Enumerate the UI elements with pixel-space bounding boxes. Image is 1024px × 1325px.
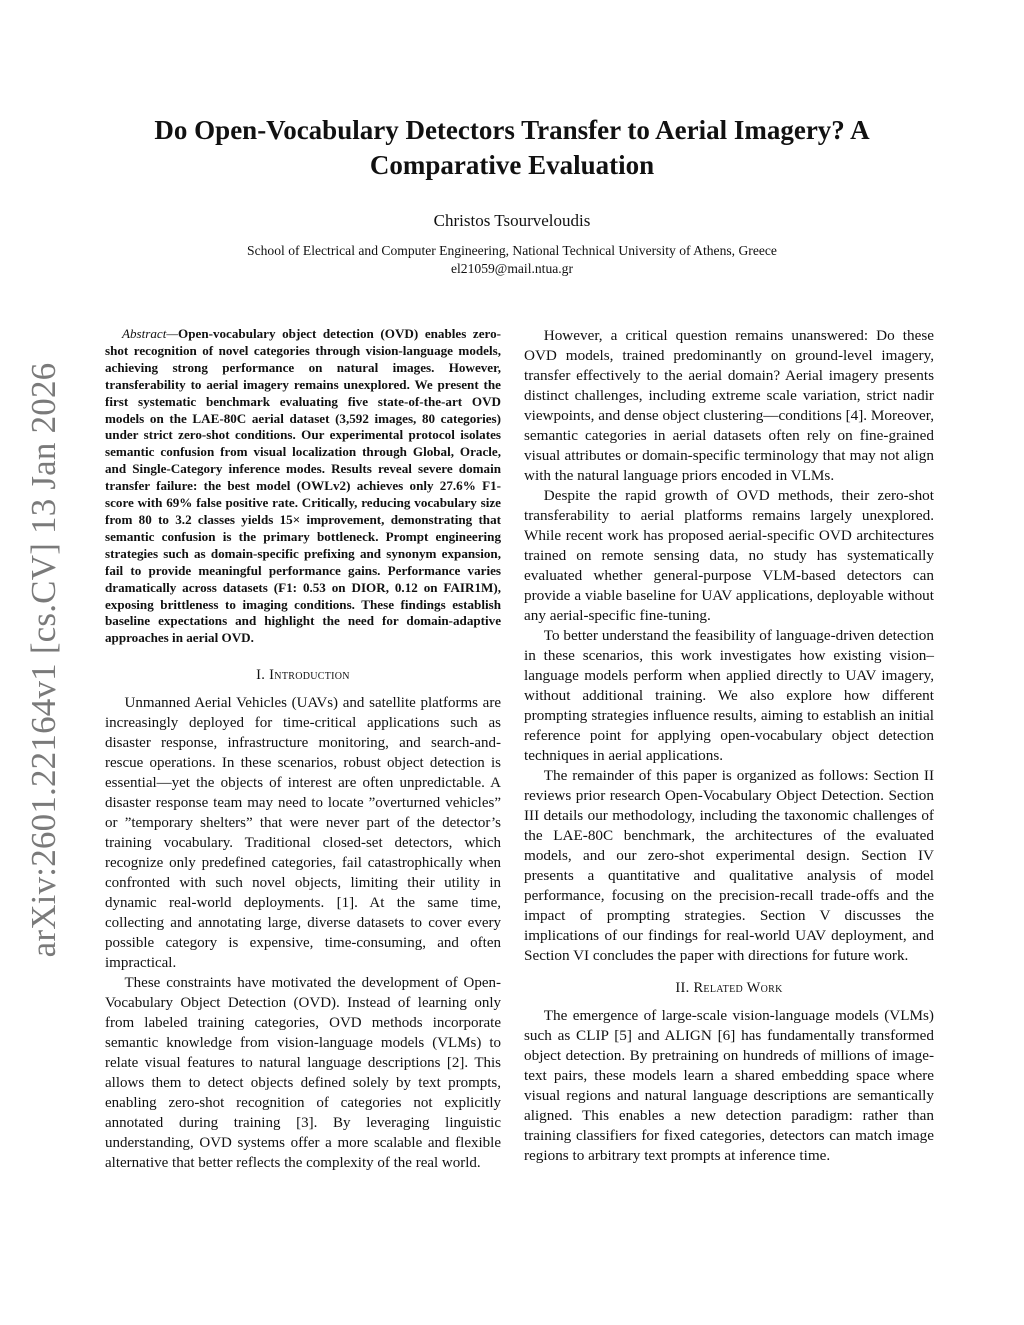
author-email: el21059@mail.ntua.gr	[451, 261, 573, 276]
section-heading-related-work	[524, 978, 934, 998]
section-title: Related Work	[693, 980, 783, 996]
intro-paragraph-3: However, a critical question remains unanswered: Do these OVD models, trained predominantly on ground-level imagery, transfer effectively to the aerial domain? Aerial imagery presents distinct challenges, including extreme scale variation, strict nadir viewpoints, and dense object clustering—conditions [4]. Moreover, semantic categories in aerial datasets often rely on fine-grained visual attributes or domain-specific terminology that may not align with the natural language priors encoded in VLMs.	[524, 327, 934, 484]
arxiv-identifier: arXiv:2601.22164v1 [cs.CV] 13 Jan 2026	[24, 362, 63, 958]
abstract-text: Open-vocabulary object detection (OVD) enables zero-shot recognition of novel categories through vision-language models, achieving strong performance on natural images. However, transferability to aerial imagery remains unexplored. We present the first systematic benchmark evaluating five state-of-the-art OVD models on the LAE-80C aerial dataset (3,592 images, 80 categories) under strict zero-shot conditions. Our experimental protocol isolates semantic confusion from visual localization through Global, Oracle, and Single-Category inference modes. Results reveal severe domain transfer failure: the best model (OWLv2) achieves only 27.6% F1-score with 69% false positive rate. Critically, reducing vocabulary size from 80 to 3.2 classes yields 15× improvement, demonstrating that semantic confusion is the primary bottleneck. Prompt engineering strategies such as domain-specific prefixing and synonym expansion, fail to provide meaningful performance gains. Performance varies dramatically across datasets (F1: 0.53 on DIOR, 0.12 on FAIR1M), exposing brittleness to imaging conditions. These findings establish baseline expectations and highlight the need for domain-adaptive approaches in aerial OVD.	[105, 326, 501, 646]
author-name: Christos Tsourveloudis	[433, 211, 591, 230]
intro-paragraph-1: Unmanned Aerial Vehicles (UAVs) and satellite platforms are increasingly deployed for time-critical applications such as disaster response, infrastructure monitoring, and search-and-rescue operations. In these scenarios, robust object detection is essential—yet the objects of interest are often unpredictable. A disaster response team may need to locate ”overturned vehicles” or ”temporary shelters” that were never part of the detector’s training vocabulary. Traditional closed-set detectors, which recognize only predefined categories, fail catastrophically when confronted with such novel objects, limiting their utility in dynamic real-world deployments. [1]. At the same time, collecting and annotating large, diverse datasets to cover every possible category is expensive, time-consuming, and often impractical.	[105, 695, 501, 972]
left-column	[105, 326, 501, 1173]
section-heading-introduction	[105, 665, 501, 685]
intro-paragraph-5: To better understand the feasibility of language-driven detection in these scenarios, this work investigates how existing vision–language models perform when applied directly to UAV imagery, without additional training. We also explore how different prompting strategies influence results, aiming to establish an initial reference point for applying open-vocabulary object detection techniques in aerial applications.	[524, 627, 934, 764]
intro-paragraph-2: These constraints have motivated the development of Open-Vocabulary Object Detection (OVD). Instead of learning only from labeled training categories, OVD methods incorporate semantic knowledge from vision-language models (VLMs) to relate visual features to natural language descriptions [2]. This allows them to detect objects defined solely by text prompts, enabling zero-shot recognition of categories not explicitly annotated during training [3]. By leveraging linguistic understanding, OVD systems offer a more scalable and flexible alternative that better reflects the complexity of the real world.	[105, 975, 501, 1172]
paper-title: Do Open-Vocabulary Detectors Transfer to Aerial Imagery? A Comparative Evaluation	[154, 115, 870, 180]
related-paragraph-1: The emergence of large-scale vision-language models (VLMs) such as CLIP [5] and ALIGN [6] has fundamentally transformed object detection. By pretraining on hundreds of millions of image-text pairs, these models learn a shared embedding space where visual regions and natural language descriptions are semantically aligned. This enables a new detection paradigm: rather than training classifiers for fixed categories, detectors can match image regions to arbitrary text prompts at inference time.	[524, 1007, 934, 1164]
abstract-label: Abstract	[122, 326, 167, 341]
intro-paragraph-6: The remainder of this paper is organized as follows: Section II reviews prior research Open-Vocabulary Object Detection. Section III details our methodology, including the taxonomic challenges of the LAE-80C benchmark, the architectures of the evaluated models, and our zero-shot experimental design. Section IV presents a quantitative and qualitative analysis of model performance, focusing on the precision-recall trade-offs and the impact of prompting strategies. Section V discusses the implications of our findings for real-world UAV deployment, and Section VI concludes the paper with directions for future work.	[524, 767, 934, 964]
section-number: I.	[256, 667, 266, 684]
section-number: II.	[675, 980, 690, 996]
intro-paragraph-4: Despite the rapid growth of OVD methods, their zero-shot transferability to aerial platforms remains largely unexplored. While recent work has proposed aerial-specific OVD architectures trained on remote sensing data, no study has systematically evaluated whether general-purpose VLM-based detectors can provide a viable baseline for UAV applications, deployable without any aerial-specific fine-tuning.	[524, 487, 934, 624]
section-title: Introduction	[269, 667, 350, 684]
author-affiliation: School of Electrical and Computer Engineering, National Technical University of Athens, Greece	[247, 243, 777, 258]
abstract: Abstract—Open-vocabulary object detection (OVD) enables zero-shot recognition of novel categories through vision-language models, achieving strong performance on natural images. However, transferability to aerial imagery remains unexplored. We present the first systematic benchmark evaluating five state-of-the-art OVD models on the LAE-80C aerial dataset (3,592 images, 80 categories) under strict zero-shot conditions. Our experimental protocol isolates semantic confusion from visual localization through Global, Oracle, and Single-Category inference modes. Results reveal severe domain transfer failure: the best model (OWLv2) achieves only 27.6% F1-score with 69% false positive rate. Critically, reducing vocabulary size from 80 to 3.2 classes yields 15× improvement, demonstrating that semantic confusion is the primary bottleneck. Prompt engineering strategies such as domain-specific prefixing and synonym expansion, fail to provide meaningful performance gains. Performance varies dramatically across datasets (F1: 0.53 on DIOR, 0.12 on FAIR1M), exposing brittleness to imaging conditions. These findings establish baseline expectations and highlight the need for domain-adaptive approaches in aerial OVD.	[105, 326, 501, 646]
right-column	[524, 326, 934, 1166]
